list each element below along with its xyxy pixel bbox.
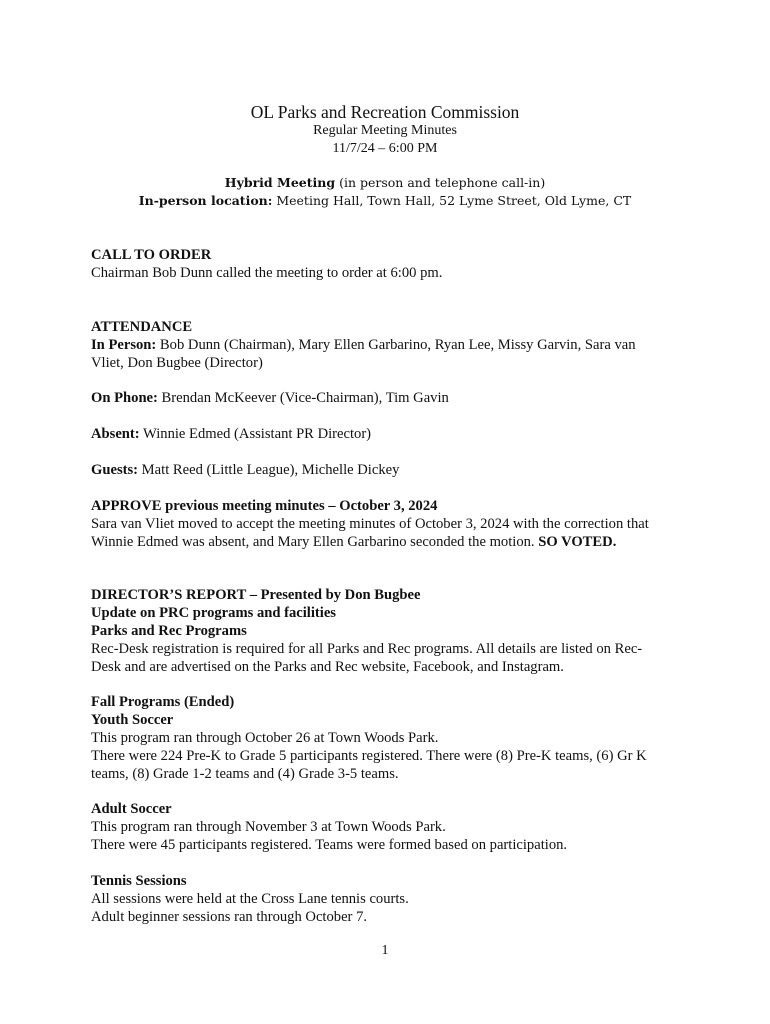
approve-text-2	[91, 533, 616, 551]
youth-soccer-text-3: teams, (8) Grade 1-2 teams and (4) Grade 3-5 teams.	[91, 766, 399, 782]
programs-text-2: Desk and are advertised on the Parks and Rec website, Facebook, and Instagram.	[91, 659, 564, 675]
youth-soccer-text-2: There were 224 Pre-K to Grade 5 participants registered. There were (8) Pre-K teams, (6) Gr K	[91, 748, 647, 764]
in-person-line	[91, 336, 636, 354]
in-person-label: In Person:	[91, 337, 157, 353]
approve-motion: Winnie Edmed was absent, and Mary Ellen Garbarino seconded the motion.	[91, 534, 539, 550]
adult-soccer-text-2: There were 45 participants registered. Teams were formed based on participation.	[91, 837, 568, 853]
director-report-heading: DIRECTOR’S REPORT – Presented by Don Bugbee	[91, 587, 421, 603]
call-to-order-heading: CALL TO ORDER	[91, 247, 212, 263]
fall-programs-heading: Fall Programs (Ended)	[91, 694, 235, 710]
adult-soccer-heading: Adult Soccer	[91, 801, 172, 817]
phone-line	[91, 389, 449, 407]
tennis-text-1: All sessions were held at the Cross Lane tennis courts.	[91, 891, 409, 907]
meeting-datetime: 11/7/24 – 6:00 PM	[332, 141, 438, 156]
adult-soccer-text-1: This program ran through November 3 at Town Woods Park.	[91, 819, 446, 835]
hybrid-line	[0, 174, 770, 192]
document-subtitle: Regular Meeting Minutes	[313, 123, 457, 138]
approve-heading: APPROVE previous meeting minutes – October 3, 2024	[91, 498, 438, 514]
location-text: Meeting Hall, Town Hall, 52 Lyme Street, Old Lyme, CT	[272, 193, 632, 208]
call-to-order-text: Chairman Bob Dunn called the meeting to order at 6:00 pm.	[91, 265, 443, 281]
tennis-text-2: Adult beginner sessions ran through October 7.	[91, 909, 368, 925]
youth-soccer-text-1: This program ran through October 26 at Town Woods Park.	[91, 730, 439, 746]
guests-line	[91, 461, 399, 479]
programs-text-1: Rec-Desk registration is required for all Parks and Rec programs. All details are listed on Rec-	[91, 641, 643, 657]
hybrid-text: (in person and telephone call-in)	[335, 175, 546, 190]
absent-line	[91, 425, 371, 443]
location-line	[0, 192, 770, 210]
hybrid-label: Hybrid Meeting	[224, 175, 336, 190]
youth-soccer-heading: Youth Soccer	[91, 712, 174, 728]
phone-label: On Phone:	[91, 390, 158, 406]
in-person-names-cont: Vliet, Don Bugbee (Director)	[91, 355, 263, 371]
page-number: 1	[381, 943, 389, 958]
location-label: In-person location:	[138, 193, 273, 208]
update-heading: Update on PRC programs and facilities	[91, 605, 336, 621]
guests-names: Matt Reed (Little League), Michelle Dickey	[138, 462, 400, 478]
guests-label: Guests:	[91, 462, 139, 478]
attendance-heading: ATTENDANCE	[91, 319, 193, 335]
phone-names: Brendan McKeever (Vice-Chairman), Tim Gavin	[157, 390, 449, 406]
absent-names: Winnie Edmed (Assistant PR Director)	[139, 426, 372, 442]
document-title: OL Parks and Recreation Commission	[250, 102, 520, 122]
tennis-heading: Tennis Sessions	[91, 873, 187, 889]
absent-label: Absent:	[91, 426, 140, 442]
approve-text-1: Sara van Vliet moved to accept the meeting minutes of October 3, 2024 with the correction that	[91, 516, 649, 532]
so-voted: SO VOTED.	[538, 534, 617, 550]
programs-heading: Parks and Rec Programs	[91, 623, 247, 639]
in-person-names: Bob Dunn (Chairman), Mary Ellen Garbarino, Ryan Lee, Missy Garvin, Sara van	[156, 337, 636, 353]
